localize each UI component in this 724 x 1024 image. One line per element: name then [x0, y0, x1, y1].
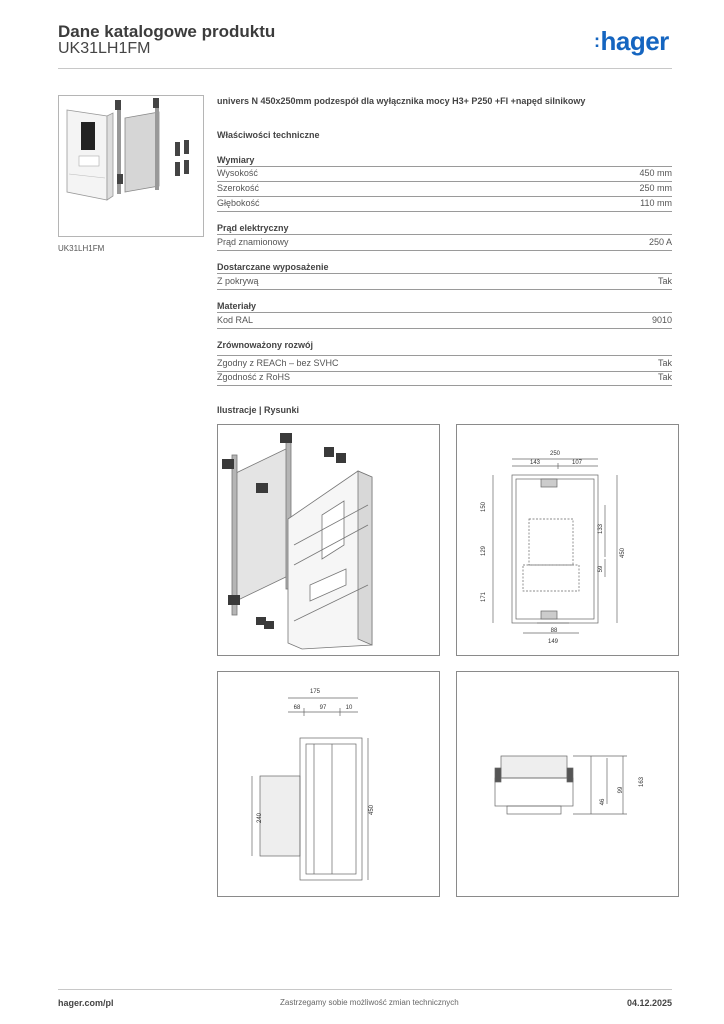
- illustrations-title: Ilustracje | Rysunki: [217, 405, 300, 415]
- dim-label: 149: [547, 639, 559, 645]
- spec-section-heading: Dostarczane wyposażenie: [217, 262, 329, 272]
- dim-label: 46: [600, 798, 606, 806]
- row-divider: [217, 273, 672, 274]
- spec-value: 9010: [651, 315, 672, 325]
- footer-website-link[interactable]: hager.com/pl: [58, 998, 114, 1008]
- footer-divider: [58, 989, 672, 990]
- spec-value: Tak: [657, 276, 672, 286]
- specs-title: Właściwości techniczne: [217, 130, 320, 140]
- spec-row: [217, 314, 672, 328]
- spec-value: Tak: [657, 372, 672, 382]
- spec-section-heading: Zrównoważony rozwój: [217, 340, 313, 350]
- dim-label: 240: [257, 812, 263, 824]
- dim-label: 143: [529, 460, 541, 466]
- dim-label: 450: [620, 547, 626, 559]
- row-divider: [217, 312, 672, 313]
- spec-label: Szerokość: [217, 183, 260, 193]
- spec-label: Wysokość: [217, 168, 258, 178]
- spec-row: [217, 371, 672, 385]
- dim-label: 129: [481, 545, 487, 557]
- spec-row: [217, 275, 672, 289]
- dim-label: 10: [345, 705, 353, 711]
- spec-label: Głębokość: [217, 198, 260, 208]
- footer-date: 04.12.2025: [626, 998, 672, 1008]
- dim-label: 59: [598, 565, 604, 573]
- page-title: Dane katalogowe produktu: [58, 22, 276, 41]
- product-code-heading: UK31LH1FM: [58, 40, 151, 57]
- spec-value: 250 mm: [639, 183, 672, 193]
- front-dimension-drawing: [456, 424, 679, 656]
- top-dimension-drawing: [456, 671, 679, 897]
- spec-row: [217, 167, 672, 181]
- dim-label: 150: [481, 501, 487, 513]
- dim-label: 175: [309, 689, 321, 695]
- spec-row: [217, 182, 672, 196]
- spec-row: [217, 357, 672, 371]
- spec-label: Z pokrywą: [217, 276, 259, 286]
- row-divider: [217, 234, 672, 235]
- dim-label: 88: [550, 628, 558, 634]
- spec-row: [217, 236, 672, 250]
- spec-label: Zgodność z RoHS: [217, 372, 291, 382]
- spec-section-heading: Prąd elektryczny: [217, 223, 289, 233]
- dim-label: 99: [618, 786, 624, 794]
- spec-section-heading: Wymiary: [217, 155, 255, 165]
- dim-label: 450: [369, 804, 375, 816]
- row-divider: [217, 328, 672, 329]
- spec-section-heading: Materiały: [217, 301, 257, 311]
- product-description: univers N 450x250mm podzespół dla wyłącznika mocy H3+ P250 +FI +napęd silnikowy: [217, 96, 586, 106]
- spec-value: 250 A: [648, 237, 672, 247]
- row-divider: [217, 385, 672, 386]
- row-divider: [217, 211, 672, 212]
- hager-logo: [594, 26, 669, 57]
- dim-label: 107: [571, 460, 583, 466]
- row-divider: [217, 355, 672, 356]
- dim-label: 163: [639, 776, 645, 788]
- thumbnail-caption: UK31LH1FM: [58, 244, 105, 253]
- footer-disclaimer: Zastrzegamy sobie możliwość zmian technicznych: [280, 998, 459, 1007]
- dim-label: 171: [481, 591, 487, 603]
- dim-label: 68: [293, 705, 301, 711]
- spec-row: [217, 197, 672, 211]
- spec-label: Kod RAL: [217, 315, 254, 325]
- spec-label: Zgodny z REACh – bez SVHC: [217, 358, 339, 368]
- exploded-view-drawing: [217, 424, 440, 656]
- row-divider: [217, 289, 672, 290]
- spec-value: 110 mm: [640, 198, 672, 208]
- dim-label: 97: [319, 705, 327, 711]
- dim-label: 133: [598, 523, 604, 535]
- product-thumbnail: [58, 95, 204, 237]
- dim-label: 250: [549, 451, 561, 457]
- logo-text: hager: [600, 26, 669, 56]
- header-divider: [58, 68, 672, 69]
- spec-value: Tak: [657, 358, 672, 368]
- row-divider: [217, 250, 672, 251]
- spec-value: 450 mm: [639, 168, 672, 178]
- spec-label: Prąd znamionowy: [217, 237, 289, 247]
- logo-dots-icon: :: [594, 31, 600, 51]
- side-dimension-drawing: [217, 671, 440, 897]
